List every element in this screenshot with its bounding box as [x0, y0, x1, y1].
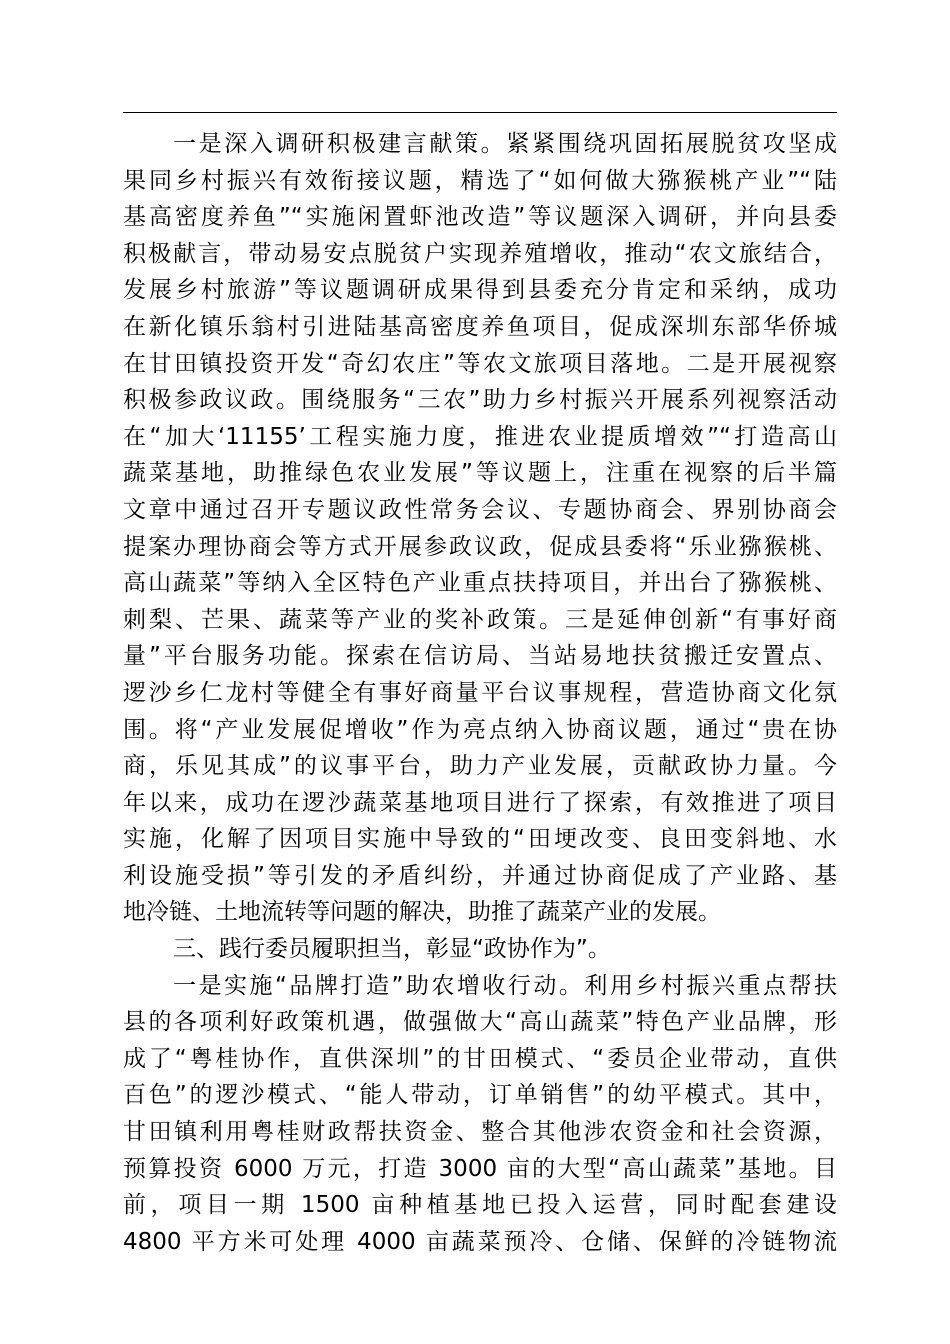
header-rule [123, 112, 837, 113]
paragraph-line: 商，乐见其成”的议事平台，助力产业发展，贡献政协力量。今 [123, 753, 837, 780]
paragraph-line: 4800 平方米可处理 4000 亩蔬菜预冷、仓储、保鲜的冷链物流 [123, 1228, 837, 1255]
paragraph-line: 百色”的逻沙模式、“能人带动，订单销售”的幼平模式。其中， [123, 1082, 837, 1109]
paragraph-line: 蔬菜基地，助推绿色农业发展”等议题上，注重在视察的后半篇 [123, 460, 837, 487]
paragraph-line: 前，项目一期 1500 亩种植基地已投入运营，同时配套建设 [123, 1192, 837, 1219]
paragraph-line: 刺梨、芒果、蔬菜等产业的奖补政策。三是延伸创新“有事好商 [123, 606, 837, 633]
paragraph-line: 逻沙乡仁龙村等健全有事好商量平台议事规程，营造协商文化氛 [123, 679, 837, 706]
paragraph-line: 成了“粤桂协作，直供深圳”的甘田模式、“委员企业带动，直供 [123, 1045, 837, 1072]
paragraph-line: 文章中通过召开专题议政性常务会议、专题协商会、界别协商会 [123, 496, 837, 523]
paragraph-line: 一是实施“品牌打造”助农增收行动。利用乡村振兴重点帮扶 [173, 972, 837, 999]
paragraph-line: 在新化镇乐翁村引进陆基高密度养鱼项目，促成深圳东部华侨城 [123, 313, 837, 340]
paragraph-line: 在“加大‘11155’工程实施力度，推进农业提质增效”“打造高山 [123, 423, 837, 450]
paragraph-line: 利设施受损”等引发的矛盾纠纷，并通过协商促成了产业路、基 [123, 862, 837, 889]
body-text [123, 126, 837, 1260]
paragraph-line: 高山蔬菜”等纳入全区特色产业重点扶持项目，并出台了猕猴桃、 [123, 570, 837, 597]
paragraph-line: 量”平台服务功能。探索在信访局、当站易地扶贫搬迁安置点、 [123, 643, 837, 670]
paragraph-line: 果同乡村振兴有效衔接议题，精选了“如何做大猕猴桃产业”“陆 [123, 167, 837, 194]
paragraph-line: 甘田镇利用粤桂财政帮扶资金、整合其他涉农资金和社会资源， [123, 1119, 837, 1146]
paragraph-line: 积极参政议政。围绕服务“三农”助力乡村振兴开展系列视察活动 [123, 387, 837, 414]
paragraph-line: 地冷链、土地流转等问题的解决，助推了蔬菜产业的发展。 [123, 899, 721, 926]
paragraph-line: 实施，化解了因项目实施中导致的“田埂改变、良田变斜地、水 [123, 826, 837, 853]
paragraph-line: 围。将“产业发展促增收”作为亮点纳入协商议题，通过“贵在协 [123, 716, 837, 743]
paragraph-line: 年以来，成功在逻沙蔬菜基地项目进行了探索，有效推进了项目 [123, 789, 837, 816]
paragraph-line: 基高密度养鱼”“实施闲置虾池改造”等议题深入调研，并向县委 [123, 204, 837, 231]
paragraph-line: 在甘田镇投资开发“奇幻农庄”等农文旅项目落地。二是开展视察 [123, 350, 837, 377]
paragraph-line: 预算投资 6000 万元，打造 3000 亩的大型“高山蔬菜”基地。目 [123, 1155, 837, 1182]
paragraph-line: 一是深入调研积极建言献策。紧紧围绕巩固拓展脱贫攻坚成 [173, 131, 837, 157]
section-heading: 三、践行委员履职担当，彰显“政协作为”。 [173, 936, 611, 963]
paragraph-line: 积极献言，带动易安点脱贫户实现养殖增收，推动“农文旅结合， [123, 240, 837, 267]
paragraph-line: 提案办理协商会等方式开展参政议政，促成县委将“乐业猕猴桃、 [123, 533, 837, 560]
paragraph-line: 县的各项利好政策机遇，做强做大“高山蔬菜”特色产业品牌，形 [123, 1009, 837, 1036]
paragraph-line: 发展乡村旅游”等议题调研成果得到县委充分肯定和采纳，成功 [123, 277, 837, 304]
